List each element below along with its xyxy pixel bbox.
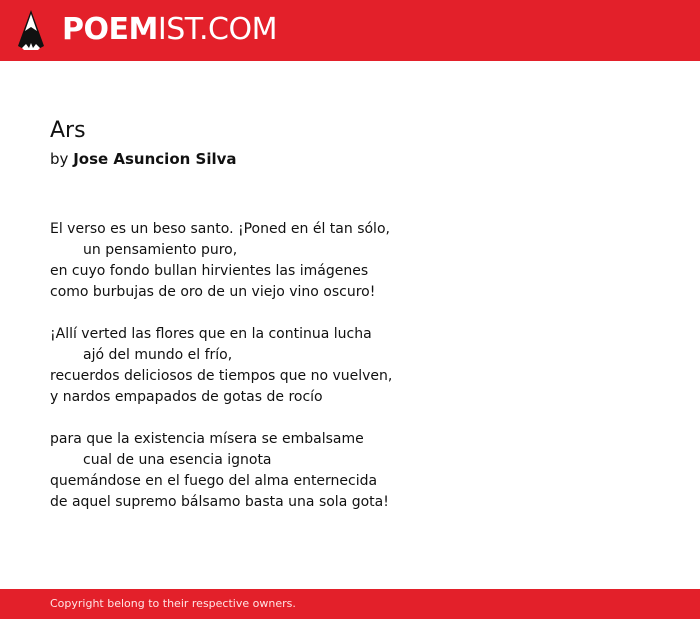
poem-line: cual de una esencia ignota: [83, 452, 272, 468]
poem-stanza: [50, 219, 650, 303]
by-label: by: [50, 150, 69, 168]
site-footer: [0, 589, 700, 619]
poem-line: ¡Allí verted las flores que en la continua lucha: [50, 326, 372, 342]
site-header: [0, 0, 700, 61]
poem-line: de aquel supremo bálsamo basta una sola gota!: [50, 494, 389, 510]
poem-line: en cuyo fondo bullan hirvientes las imágenes: [50, 263, 369, 279]
logo-bold-part: POEM: [62, 12, 158, 47]
poem-line: El verso es un beso santo. ¡Poned en él tan sólo,: [50, 221, 390, 237]
poem-line: recuerdos deliciosos de tiempos que no vuelven,: [50, 368, 393, 384]
pencil-logo-icon: [18, 10, 44, 51]
logo-light-part: IST.COM: [157, 12, 277, 47]
poem-stanza: [50, 324, 650, 408]
poem-line: un pensamiento puro,: [83, 242, 238, 258]
poem-line: como burbujas de oro de un viejo vino oscuro!: [50, 284, 376, 300]
poem-line: ajó del mundo el frío,: [83, 347, 233, 363]
poem-line: quemándose en el fuego del alma enternecida: [50, 473, 378, 489]
site-logo-text: [62, 12, 277, 48]
poem-line: para que la existencia mísera se embalsame: [50, 431, 364, 447]
poem-byline: [50, 149, 237, 169]
poem-stanza: [50, 429, 650, 513]
author-link[interactable]: Jose Asuncion Silva: [73, 150, 237, 168]
poem-body: [50, 219, 650, 534]
poem-title: Ars: [50, 118, 86, 143]
poem-line: y nardos empapados de gotas de rocío: [50, 389, 323, 405]
copyright-text: Copyright belong to their respective owners.: [50, 597, 296, 610]
